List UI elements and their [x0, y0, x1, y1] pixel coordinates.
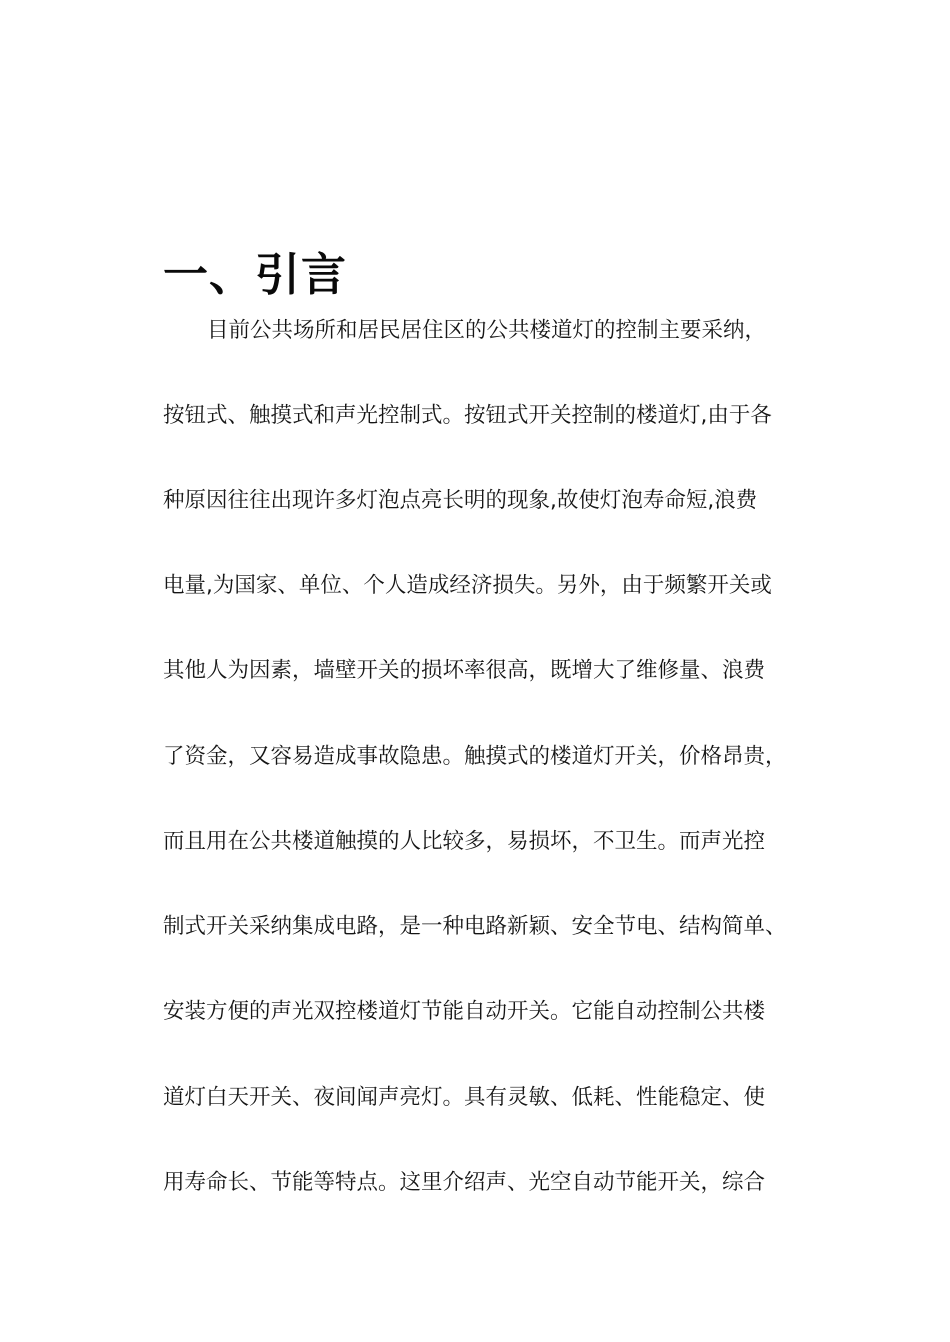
- section-heading: 一、引言: [163, 248, 348, 301]
- paragraph-line: 而且用在公共楼道触摸的人比较多，易损坏，不卫生。而声光控: [163, 829, 766, 854]
- paragraph-line: 道灯白天开关、夜间闻声亮灯。具有灵敏、低耗、性能稳定、使: [163, 1085, 766, 1110]
- paragraph-line: 安装方便的声光双控楼道灯节能自动开关。它能自动控制公共楼: [163, 999, 766, 1024]
- paragraph-line: 其他人为因素，墙壁开关的损坏率很高，既增大了维修量、浪费: [163, 658, 766, 683]
- paragraph-line: 了资金，又容易造成事故隐患。触摸式的楼道灯开关，价格昂贵，: [163, 744, 787, 769]
- paragraph-line: 制式开关采纳集成电路，是一种电路新颖、安全节电、结构简单、: [163, 914, 787, 939]
- paragraph-line: 按钮式、触摸式和声光控制式。按钮式开关控制的楼道灯,由于各: [163, 403, 772, 428]
- paragraph-line: 目前公共场所和居民居住区的公共楼道灯的控制主要采纳，: [207, 318, 767, 343]
- paragraph-line: 电量,为国家、单位、个人造成经济损失。另外，由于频繁开关或: [163, 573, 772, 598]
- paragraph-line: 用寿命长、节能等特点。这里介绍声、光空自动节能开关，综合: [163, 1170, 766, 1195]
- paragraph-line: 种原因往往出现许多灯泡点亮长明的现象,故使灯泡寿命短,浪费: [163, 488, 758, 513]
